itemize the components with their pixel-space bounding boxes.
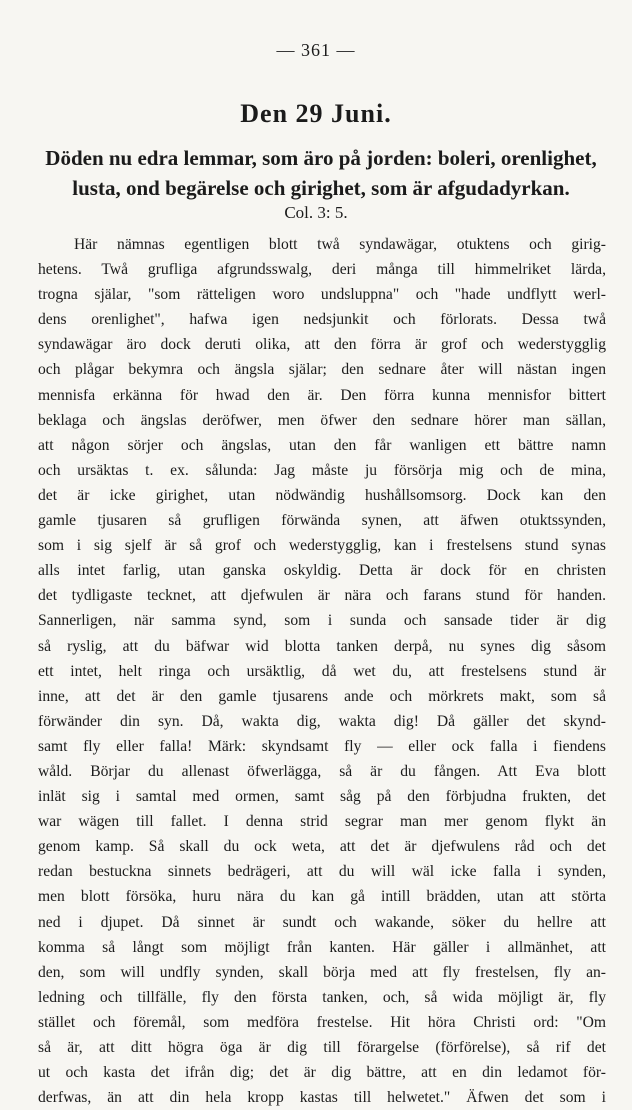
text-line: Sannerligen, när samma synd, som i sunda och sansade tider är dig	[38, 612, 606, 630]
text-line: men blott försöka, huru nära du kan gå intill brädden, utan att störta	[38, 888, 606, 906]
bible-reference: Col. 3: 5.	[284, 203, 348, 222]
text-line: inlät sig i samtal med ormen, samt såg på den förbjudna frukten, det	[38, 788, 606, 806]
text-line: stället och föremål, som medföra frestelse. Hit höra Christi ord: "Om	[38, 1013, 606, 1031]
text-line: hetens. Twå grufliga afgrundsswalg, deri många till himmelriket lärda,	[38, 261, 606, 279]
text-line: derfwas, än att din hela kropp kastas till helwetet." Äfwen det som i	[38, 1089, 606, 1107]
text-line: inne, att det är den gamle tjusarens ande och mörkrets makt, som så	[38, 687, 606, 705]
title-line-2: lusta, ond begärelse och girighet, som är afgudadyrkan.	[72, 176, 570, 200]
text-line: och plågar bekymra och ängsla själar; den sednare åter will nästan ingen	[38, 361, 606, 379]
text-line: komma så långt som möjligt från kanten. Här gäller i allmänhet, att	[38, 938, 606, 956]
text-line: genom kamp. Så skall du ock weta, att det är djefwulens råd och det	[38, 838, 606, 856]
text-line: ett intet, helt ringa och ursäktlig, då wet du, att frestelsens stund är	[38, 662, 606, 680]
text-line: ned i djupet. Då sinnet är sundt och wakande, söker du hellre att	[38, 913, 606, 931]
text-line: så ryslig, att du bäfwar wid blotta tanken derpå, nu synes dig såsom	[38, 637, 606, 655]
text-line: redan bestuckna sinnets bedrägeri, att du will wäl icke falla i synden,	[38, 863, 606, 881]
text-line: förwänder din syn. Då, wakta dig, wakta dig! Då gäller det skynd-	[38, 712, 606, 730]
text-line: ut och kasta det ifrån dig; det är dig bättre, att en din ledamot för-	[38, 1064, 606, 1082]
title-line-1: Döden nu edra lemmar, som äro på jorden: boleri, orenlighet,	[45, 146, 597, 170]
text-line: war wägen till fallet. I denna strid segrar man mer genom flykt än	[38, 813, 606, 831]
text-line: wåld. Börjar du allenast öfwerlägga, så är du fången. Att Eva blott	[38, 762, 606, 780]
text-line: det tydligaste tecknet, att djefwulen är nära och farans stund för handen.	[38, 587, 606, 605]
text-line: att någon sörjer och ängslas, utan den får wanligen ett bättre namn	[38, 436, 606, 454]
devotional-title	[30, 143, 612, 203]
text-line: gamle tjusaren så grufligen förwända synen, att äfwen otuktssynden,	[38, 512, 606, 530]
body-text	[38, 232, 606, 1110]
text-line: syndawägar äro dock deruti olika, att den förra är grof och wederstygglig	[38, 336, 606, 354]
text-line: alls intet farlig, utan ganska oskyldig. Detta är dock för en christen	[38, 562, 606, 580]
text-line: dens orenlighet", hafwa igen nedsjunkit och förlorats. Dessa twå	[38, 311, 606, 329]
text-line: det är icke girighet, utan nödwändig hushållsomsorg. Dock kan den	[38, 486, 606, 504]
text-line: som i sig sjelf är så grof och wederstygglig, kan i frestelsens stund synas	[38, 537, 606, 555]
text-line: beklaga och ängslas deröfwer, men öfwer den sednare hörer man sällan,	[38, 411, 606, 429]
text-line: ledning och tillfälle, fly den första tanken, och, så wida möjligt är, fly	[38, 988, 606, 1006]
text-line: den, som will undfly synden, skall börja med att fly frestelsen, fly an-	[38, 963, 606, 981]
text-line: och ursäktas t. ex. sålunda: Jag måste ju försörja mig och de mina,	[38, 461, 606, 479]
text-line: Här nämnas egentligen blott twå syndawägar, otuktens och girig-	[74, 236, 606, 253]
date-heading: Den 29 Juni.	[240, 99, 392, 128]
text-line: mennisfa erkänna för hwad den är. Den förra kunna mennisfor bittert	[38, 386, 606, 404]
text-line: så är, att ditt högra öga är dig till förargelse (förförelse), så rif det	[38, 1039, 606, 1056]
page-number: — 361 —	[276, 40, 356, 60]
text-line: trogna själar, "som rätteligen woro undsluppna" och "hade undflytt werl-	[38, 286, 606, 304]
text-line: samt fly eller falla! Märk: skyndsamt fly — eller ock falla i fiendens	[38, 737, 606, 755]
